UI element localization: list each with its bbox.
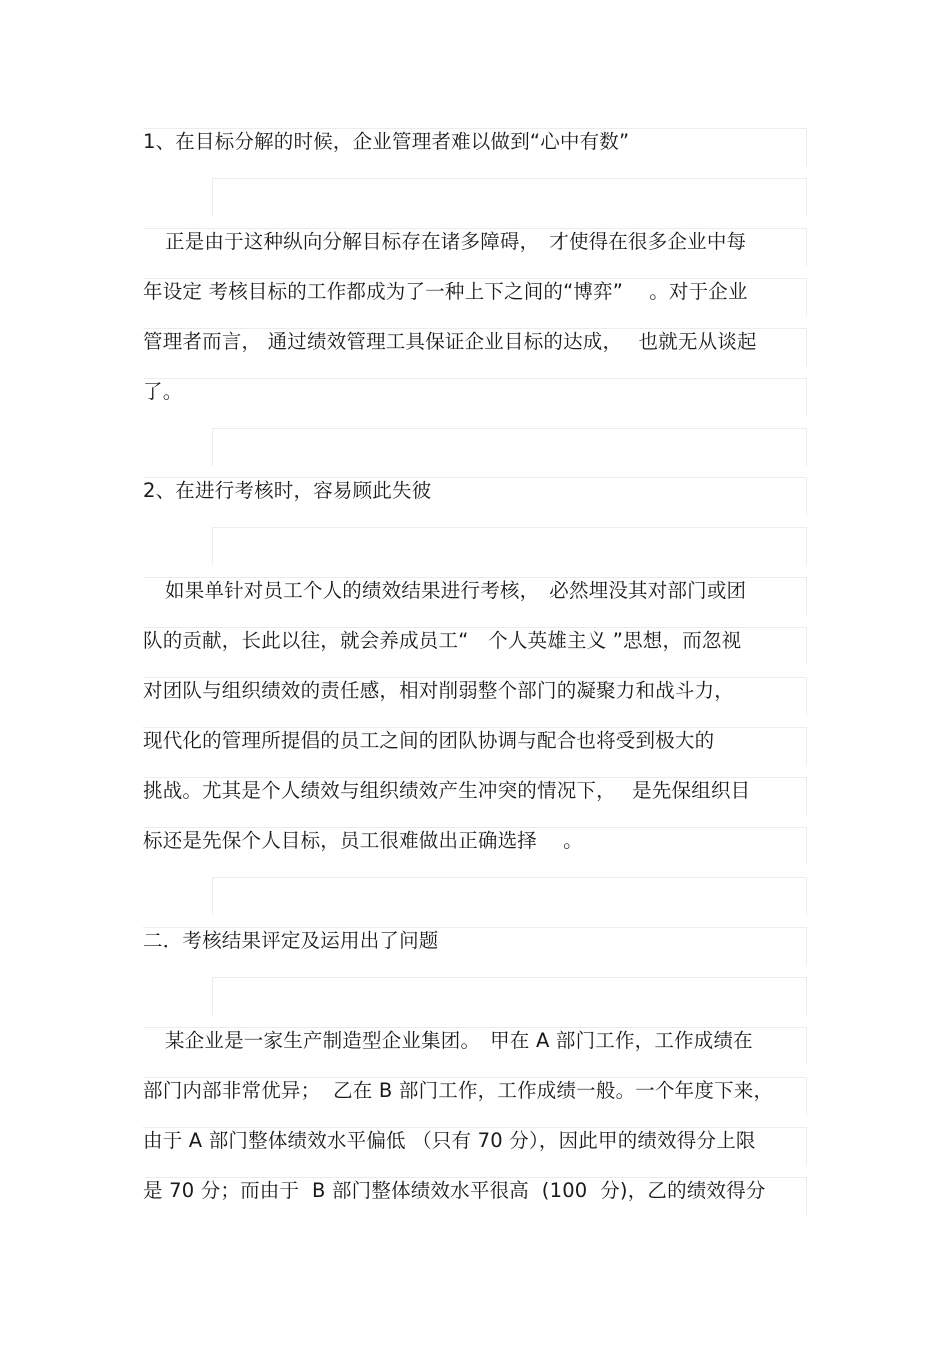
text-row	[143, 677, 807, 715]
paragraph-2-line-1: 如果单针对员工个人的绩效结果进行考核， 必然埋没其对部门或团	[165, 579, 747, 602]
spacer-row	[212, 178, 807, 216]
text-row	[143, 128, 807, 166]
paragraph-3-line-2: 部门内部非常优异； 乙在 B 部门工作，工作成绩一般。一个年度下来，	[143, 1079, 774, 1102]
paragraph-1-line-3: 管理者而言， 通过绩效管理工具保证企业目标的达成， 也就无从谈起	[143, 330, 757, 353]
paragraph-2-line-6: 标还是先保个人目标，员工很难做出正确选择 。	[143, 829, 583, 852]
text-row	[143, 1027, 807, 1065]
paragraph-2-line-5: 挑战。尤其是个人绩效与组织绩效产生冲突的情况下， 是先保组织目	[143, 779, 751, 802]
paragraph-3-line-3: 由于 A 部门整体绩效水平偏低 （只有 70 分），因此甲的绩效得分上限	[143, 1129, 756, 1152]
heading-1: 1、在目标分解的时候，企业管理者难以做到“心中有数”	[143, 130, 630, 153]
spacer-row	[212, 877, 807, 915]
text-row	[143, 827, 807, 865]
paragraph-2-line-2: 队的贡献，长此以往，就会养成员工“ 个人英雄主义 ”思想，而忽视	[143, 629, 742, 652]
paragraph-3-line-1: 某企业是一家生产制造型企业集团。 甲在 A 部门工作，工作成绩在	[165, 1029, 753, 1052]
text-row	[143, 727, 807, 765]
heading-section-two: 二．考核结果评定及运用出了问题	[143, 929, 439, 952]
spacer-row	[212, 428, 807, 466]
text-row	[143, 1177, 807, 1215]
paragraph-3-line-4: 是 70 分；而由于 B 部门整体绩效水平很高 (100 分)，乙的绩效得分	[143, 1179, 766, 1202]
text-row	[143, 477, 807, 515]
text-row	[143, 777, 807, 815]
text-row	[143, 378, 807, 416]
text-row	[143, 228, 807, 266]
text-row	[143, 927, 807, 965]
paragraph-2-line-4: 现代化的管理所提倡的员工之间的团队协调与配合也将受到极大的	[143, 729, 715, 752]
text-row	[143, 627, 807, 665]
spacer-row	[212, 527, 807, 565]
text-row	[143, 328, 807, 366]
text-row	[143, 577, 807, 615]
paragraph-1-line-4: 了。	[143, 380, 183, 403]
text-row	[143, 1127, 807, 1165]
paragraph-1-line-1: 正是由于这种纵向分解目标存在诸多障碍， 才使得在很多企业中每	[165, 230, 747, 253]
paragraph-1-line-2: 年设定 考核目标的工作都成为了一种上下之间的“博弈” 。对于企业	[143, 280, 748, 303]
spacer-row	[212, 977, 807, 1015]
heading-2: 2、在进行考核时，容易顾此失彼	[143, 479, 432, 502]
text-row	[143, 1077, 807, 1115]
paragraph-2-line-3: 对团队与组织绩效的责任感，相对削弱整个部门的凝聚力和战斗力，	[143, 679, 735, 702]
text-row	[143, 278, 807, 316]
